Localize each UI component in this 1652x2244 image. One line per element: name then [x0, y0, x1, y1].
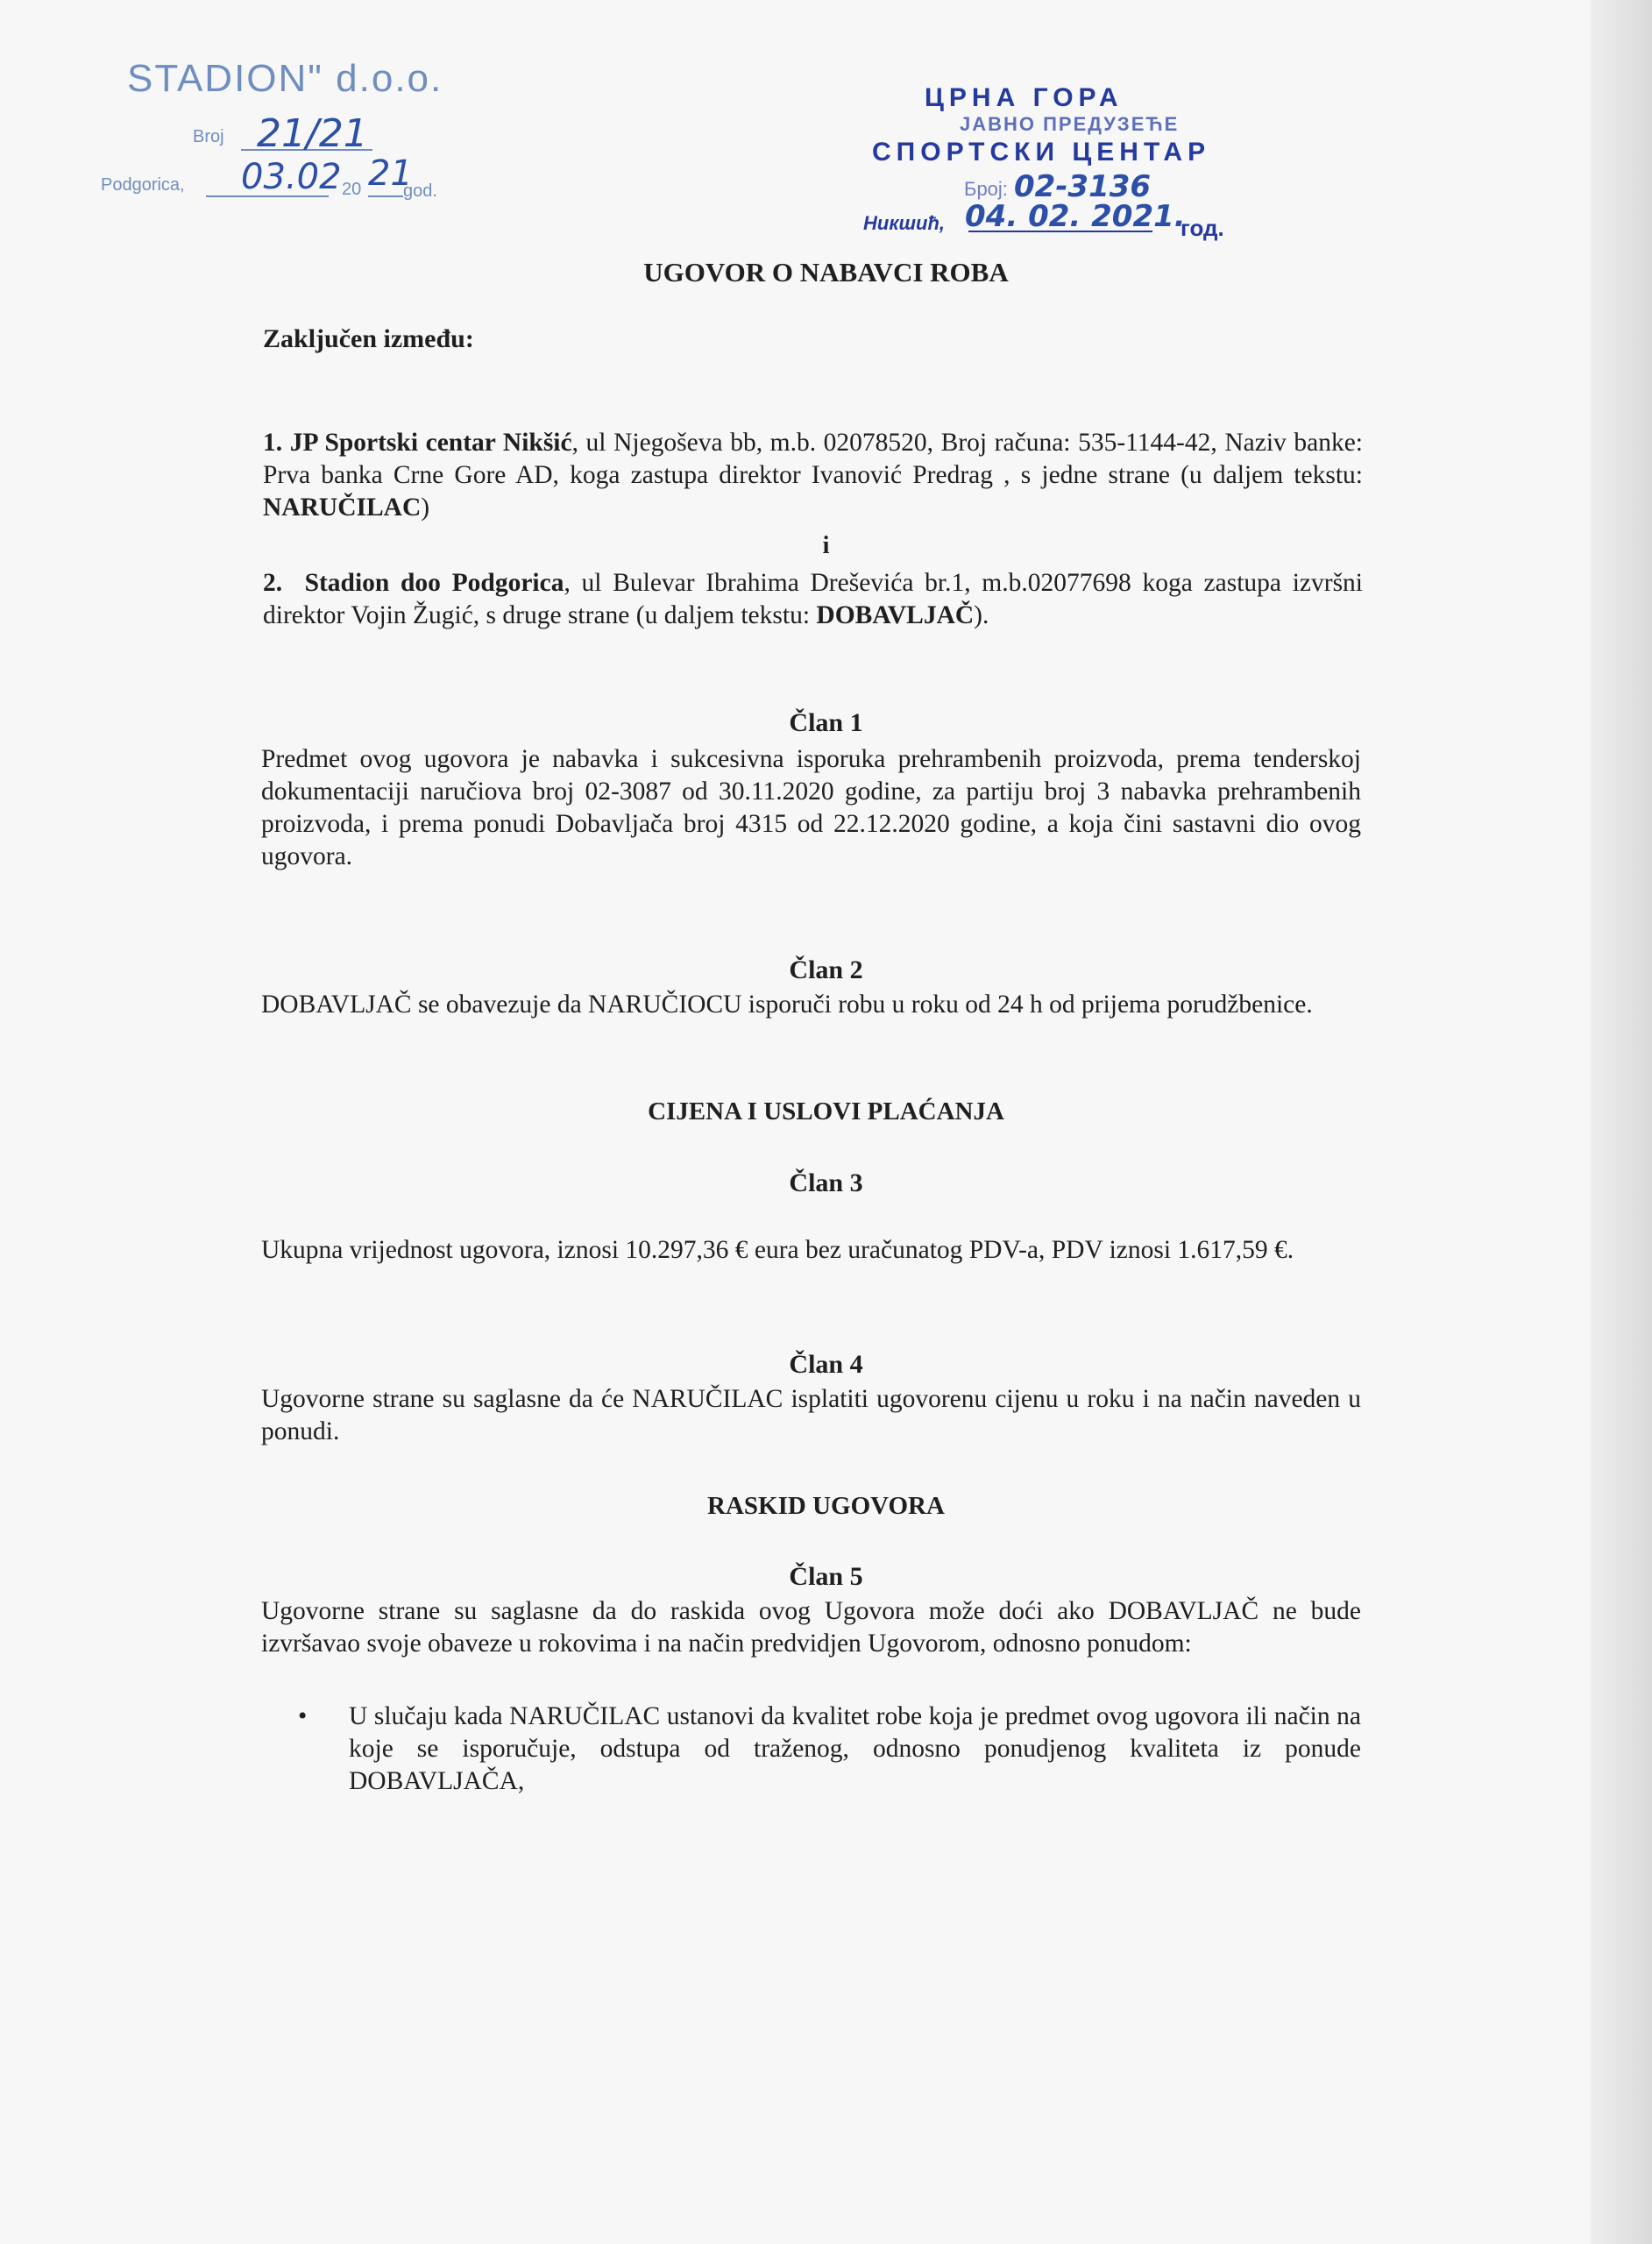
registration-stamp-sports-center [854, 75, 1249, 241]
party-2-number: 2. [263, 569, 283, 597]
party-1-details: , ul Njegoševa bb, m.b. 02078520, Broj računa: 535-1144-42, Naziv banke: Prva banka Crne Gore AD, koga zastupa direktor Ivanović Predrag , s jedne strane (u daljem tekstu: [263, 429, 1363, 489]
article-2-text: DOBAVLJAČ se obavezuje da NARUČIOCU isporuči robu u roku od 24 h od prijema porudžbenice. [261, 991, 1313, 1019]
stamp-year-line [368, 195, 403, 197]
party-1-name: JP Sportski centar Nikšić [289, 429, 572, 457]
party-1-paragraph [263, 427, 1363, 524]
article-3-text: Ukupna vrijednost ugovora, iznosi 10.297,36 € eura bez uračunatog PDV-a, PDV iznosi 1.617,59 €. [261, 1236, 1294, 1264]
party-1-end: ) [421, 494, 430, 522]
article-4-heading: Član 4 [789, 1350, 863, 1379]
stamp-year-prefix: 20 [342, 180, 362, 199]
stamp-number-label: Broj [193, 127, 224, 146]
document-title: UGOVOR O NABAVCI ROBA [643, 257, 1009, 288]
article-5-text: Ugovorne strane su saglasne da do raskida ovog Ugovora može doći ako DOBAVLJAČ ne bude izvršavao svoje obaveze u rokovima i na način predvidjen Ugovorom, odnosno ponudom: [261, 1597, 1361, 1658]
party-2-paragraph [263, 567, 1363, 632]
stamp-enterprise: ЈАВНО ПРЕДУЗЕЋЕ [960, 113, 1180, 135]
stamp-year-handwritten: 21 [368, 153, 413, 194]
party-2-end: ). [974, 601, 989, 629]
stamp-date-handwritten: 04. 02. 2021. [965, 199, 1186, 234]
article-2-heading: Član 2 [789, 955, 863, 984]
stamp-company-name: STADION" d.o.o. [127, 57, 443, 100]
registration-stamp-stadion [101, 57, 469, 206]
article-3-heading: Član 3 [789, 1168, 863, 1197]
party-2-details: , ul Bulevar Ibrahima Dreševića br.1, m.b.02077698 koga zastupa izvršni direktor Vojin Žugić, s druge strane (u daljem tekstu: [263, 569, 1363, 629]
article-1-text: Predmet ovog ugovora je nabavka i sukcesivna isporuka prehrambenih proizvoda, prema tenderskoj dokumentaciji naručiova broj 02-3087 od 30.11.2020 godine, za partiju broj 3 nabavka prehrambenih proizvoda, i prema ponudi Dobavljača broj 4315 od 22.12.2020 godine, a koja čini sastavni dio ovog ugovora. [261, 745, 1361, 870]
party-1-number: 1. [263, 429, 283, 457]
article-1-heading: Član 1 [789, 708, 863, 737]
stamp-institution: СПОРТСКИ ЦЕНТАР [872, 138, 1211, 167]
concluded-between-heading: Zaključen između: [263, 324, 474, 353]
stamp-number-handwritten: 21/21 [257, 111, 368, 156]
section-termination-heading: RASKID UGOVORA [707, 1492, 945, 1520]
stamp-number-handwritten: 02-3136 [1014, 169, 1152, 204]
stamp-year-suffix: год. [1181, 215, 1224, 241]
stamp-date-handwritten: 03.02 [241, 157, 342, 197]
party-2-name: Stadion doo Podgorica [304, 569, 564, 597]
termination-condition-text: U slučaju kada NARUČILAC ustanovi da kvalitet robe koja je predmet ovog ugovora ili način na koje se isporučuje, odstupa od traženog, odnosno ponudjenog kvaliteta iz ponude DOBAVLJAČA, [349, 1702, 1361, 1795]
stamp-country: ЦРНА ГОРА [925, 83, 1124, 112]
bullet-dot-icon: • [298, 1702, 308, 1730]
party-1-role: NARUČILAC [263, 494, 422, 522]
stamp-year-suffix: god. [403, 181, 437, 201]
stamp-number-label: Број: [964, 178, 1008, 200]
article-5-heading: Član 5 [789, 1562, 863, 1591]
article-4-text: Ugovorne strane su saglasne da će NARUČILAC isplatiti ugovorenu cijenu u roku i na način naveden u ponudi. [261, 1385, 1361, 1445]
stamp-city-label: Никшић, [863, 212, 946, 234]
stamp-city-label: Podgorica, [101, 175, 185, 195]
section-price-heading: CIJENA I USLOVI PLAĆANJA [648, 1097, 1004, 1126]
party-2-role: DOBAVLJAČ [816, 601, 975, 629]
conjunction-and: i [822, 532, 830, 559]
